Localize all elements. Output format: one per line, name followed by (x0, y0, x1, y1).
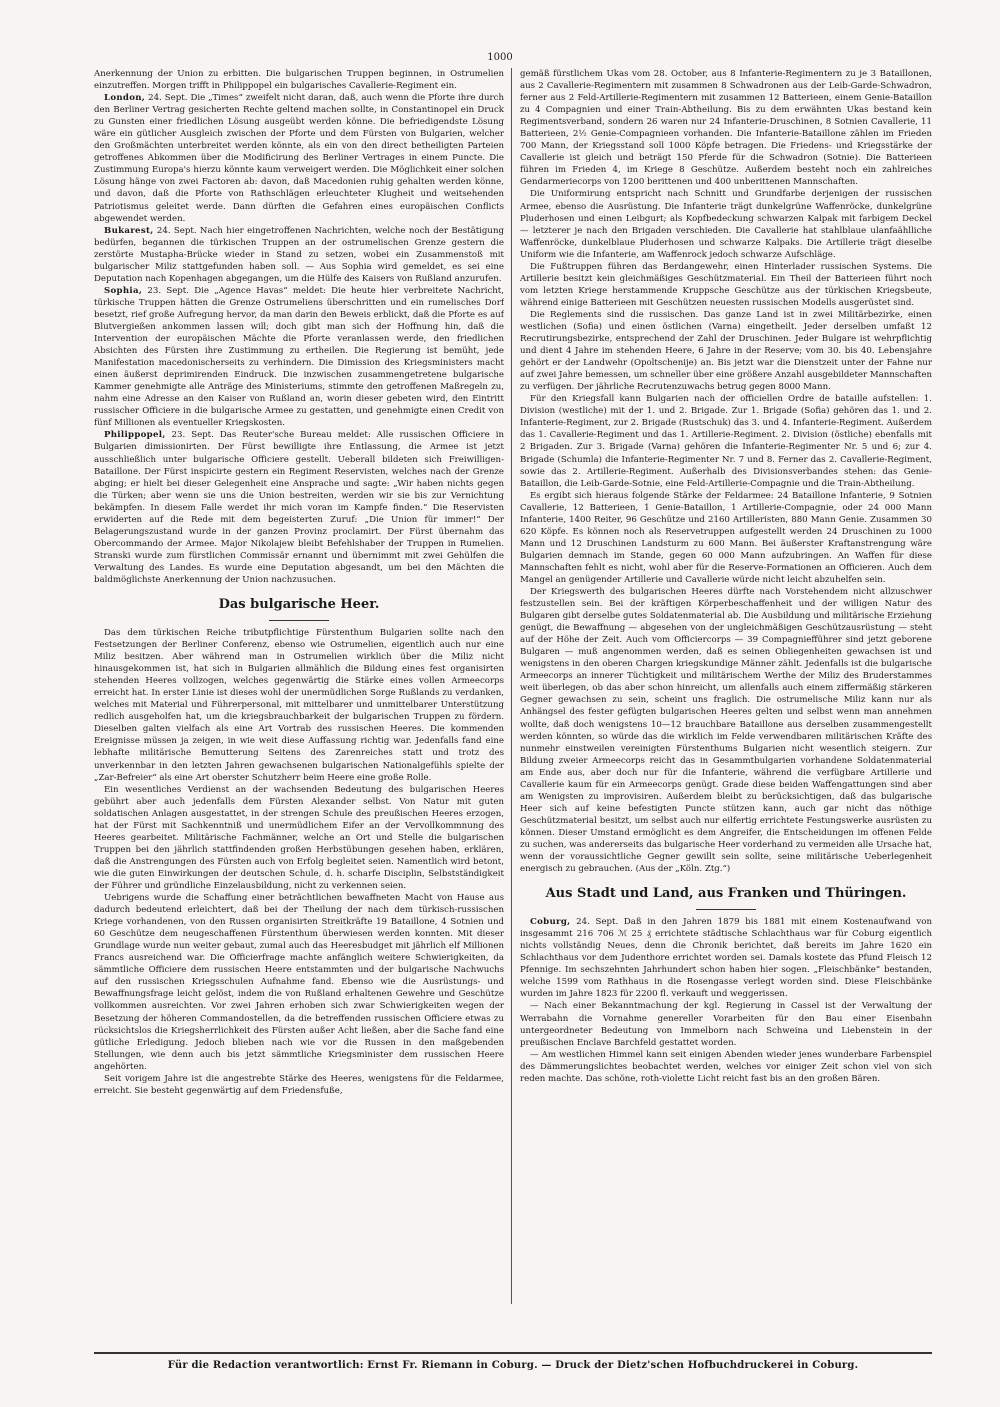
title-rule (696, 909, 756, 910)
article-paragraph (520, 188, 932, 260)
paragraph-text: Uebrigens wurde die Schaffung einer beträchtlichen bewaffneten Macht von Hause aus dadurch bedeutend erleichtert, daß bei der Theilung der nach dem türkisch-russischen Kriege vorhandenen, von den Russen organisirten Streitkräfte 19 Bataillone, 4 Sotnien und 60 Geschütze dem neugeschaffenen Fürstenthum überwiesen werden konnten. Mit dieser Grundlage wurde nun weiter gebaut, zumal auch das Heeresbudget mit jährlich elf Millionen Francs ausreichend war. Die Officierfrage machte anfänglich weitere Schwierigkeiten, da sämmtliche Officiere dem russischen Heere entstammten und der bulgarische Nachwuchs auf den russischen Kriegsschulen Aufnahme fand. Ebenso wie die Ausrüstungs- und Bewaffnungsfrage leicht gelöst, indem die von Rußland erhaltenen Gewehre und Geschütze vollkommen ausreichten. Vor zwei Jahren erhoben sich zwar Schwierigkeiten wegen der Besetzung der höheren Commandostellen, da die betreffenden russischen Officiere etwas zu rücksichtslos die Kriegsherrlichkeit des Fürsten außer Acht ließen, aber die Sache fand eine gütliche Erledigung. Jedoch blieben nach wie vor die Russen in den maßgebenden Stellungen, wie denn auch bis jetzt sämmtliche Kriegsminister dem russischen Heere angehörten. (94, 893, 504, 1072)
page-number: 1000 (487, 52, 513, 63)
dateline-place: Bukarest, (104, 225, 154, 236)
dateline-place: London, (104, 93, 146, 104)
dateline-place: Philippopel, (104, 430, 166, 441)
paragraph-text: Das dem türkischen Reiche tributpflichtige Fürstenthum Bulgarien sollte nach den Festsetzungen der Berliner Conferenz, ebenso wie Ostrumelien, eigentlich auch nur eine Miliz besitzen. Aber während man in Ostrumelien wirklich über die Miliz nicht hinausgekommen ist, hat sich in Bulgarien allmählich die Bildung eines fest organisirten stehenden Heeres vollzogen, welches gegenwärtig die Stärke eines vollen Armeecorps erreicht hat. In erster Linie ist dieses wohl der unermüdlichen Sorge Rußlands zu verdanken, welches mit Material und Führerpersonal, mit mittelbarer und unmittelbarer Unterstützung redlich ausgeholfen hat, um die kriegsbrauchbarkeit der bulgarischen Truppen zu fördern. Dieselben galten vielfach als eine Art Vortrab des russischen Heeres. Die kommenden Ereignisse müssen ja zeigen, in wie weit diese Auffassung richtig war. Jedenfalls fand eine lebhafte militärische Bemutterung Seitens des Zarenreiches statt und trotz des unverkennbar in den letzten Jahren gewachsenen bulgarischen Nationalgefühls spielte der „Zar-Befreier“ als eine Art oberster Schutzherr beim Heere eine große Rolle. (94, 628, 504, 783)
paragraph-text: 24. Sept. Die „Times“ zweifelt nicht daran, daß, auch wenn die Pforte ihre durch den Berliner Vertrag gesicherten Rechte geltend machen sollte, in Constantinopel ein Druck zu Gunsten einer friedlichen Lösung ausgeübt werden könne. Die befriedigendste Lösung wäre ein gütlicher Ausgleich zwischen der Pforte und dem Fürsten von Bulgarien, welcher den Großmächten unterbreitet werden könnte, als ein von den direct betheiligten Parteien getroffenes Abkommen über die Modificirung des Berliner Vertrages in einem Puncte. Die Zustimmung Europa's hierzu könnte kaum verweigert werden. Die Möglichkeit einer solchen Lösung hänge von zwei Factoren ab: davon, daß Macedonien ruhig gehalten werden könne, und davon, daß die Pforte von Rathschlägen erleuchteter Klugheit und weitsehenden Patriotismus geleitet werde. Dann dürften die Gefahren eines europäischen Conflicts abgewendet werden. (94, 93, 504, 224)
article-paragraph (94, 784, 504, 892)
paragraph-text: Die Uniformirung entspricht nach Schnitt und Grundfarbe derjenigen der russischen Armee, ebenso die Ausrüstung. Die Infanterie trägt dunkelgrüne Waffenröcke, dunkelgrüne Pluderhosen und einen Leibgurt; als Kopfbedeckung schwarzen Kalpak mit farbigem Deckel — letzterer je nach den Brigaden verschieden. Die Cavallerie hat stahlblaue ulanfaählliche Waffenröcke, dunkelblaue Pluderhosen und schwarze Kalpaks. Die Artillerie trägt dieselbe Uniform wie die Infanterie, am Waffenrock jedoch schwarze Aufschläge. (520, 189, 932, 260)
article-paragraph (94, 285, 504, 430)
paragraph-text: — Am westlichen Himmel kann seit einigen Abenden wieder jenes wunderbare Farbenspiel des Dämmerungslichtes beobachtet werden, welches vor einiger Zeit schon viel von sich reden machte. Das schöne, roth-violette Licht reicht fast bis an den großen Bären. (520, 1049, 932, 1084)
article-paragraph (520, 916, 932, 1000)
article-paragraph (94, 225, 504, 285)
paragraph-text: Ein wesentliches Verdienst an der wachsenden Bedeutung des bulgarischen Heeres gebührt aber auch jedenfalls dem Fürsten Alexander selbst. Von Natur mit guten soldatischen Anlagen ausgestattet, in der strengen Schule des preußischen Heeres erzogen, hat der Fürst mit Sachkenntniß und unermüdlichem Eifer an der Vervollkommnung des Heeres gearbeitet. Militärische Fachmänner, welche an Ort und Stelle die bulgarischen Truppen bei den jährlich stattfindenden großen Herbstübungen gesehen haben, erklären, daß die Anstrengungen des Fürsten auch von Erfolg begleitet seien. Namentlich wird betont, wie die guten Einwirkungen der deutschen Schule, d. h. scharfe Disciplin, Selbstständigkeit der Führer und gründliche Einzelausbildung, nicht zu verkennen seien. (94, 784, 504, 891)
dateline-place: Sophia, (104, 285, 143, 296)
paragraph-text: 24. Sept. Daß in den Jahren 1879 bis 1881 mit einem Kostenaufwand von insgesammt 216 706 ℳ 25 ₰ errichtete städtische Schlachthaus war für Coburg eigentlich nichts vollständig Neues, denn die Chronik berichtet, daß bereits im Jahre 1620 ein Schlachthaus vor dem Judenthore errichtet worden sei. Damals kostete das Pfund Fleisch 12 Pfennige. Im sechszehnten Jahrhundert schon haben hier sogen. „Fleischbänke“ bestanden, welche 1599 vom Rathhaus in die Rosengasse verlegt worden sind. Diese Fleischbänke wurden im Jahre 1823 für 2200 fl. verkauft und weggerissen. (520, 917, 932, 1000)
paragraph-text: 23. Sept. Die „Agence Havas“ meldet: Die heute hier verbreitete Nachricht, türkische Truppen hätten die Grenze Ostrumeliens überschritten und ein rumelisches Dorf besetzt, rief große Aufregung hervor, da man darin den Beweis erblickt, daß die Pforte es auf Blutvergießen ankommen lassen will; doch gibt man sich der Hoffnung hin, daß die Intervention der europäischen Mächte die Pforte veranlassen werde, den friedlichen Absichten des Fürsten ihre Zustimmung zu ertheilen. Die Regierung ist bemüht, jede Manifestation macedonischerseits zu verhindern. Die Dimission des Kriegsministers macht einen äußerst deprimirenden Eindruck. Die inzwischen zusammengetretene bulgarische Kammer genehmigte alle Anträge des Ministeriums, stimmte den getroffenen Maßregeln zu, nahm eine Adresse an den Kaiser von Rußland an, worin dieser gebeten wird, den Eintritt russischer Officiere in die bulgarische Armee zu gestatten, und genehmigte einen Credit von fünf Millionen als eventueller Kriegskosten. (94, 285, 504, 429)
article-paragraph (520, 1049, 932, 1085)
section-title: Aus Stadt und Land, aus Franken und Thüringen. (545, 886, 907, 902)
article-paragraph (520, 393, 932, 489)
footer-rule (94, 1352, 932, 1354)
paragraph-text: Die Fußtruppen führen das Berdangewehr, einen Hinterlader russischen Systems. Die Artillerie besitzt kein gleichmäßiges Geschützmaterial. Ein Theil der Batterieen führt noch vom letzten Kriege herstammende Kruppsche Geschütze aus der türkischen Kriegsbeute, während einige Batterieen mit Geschützen neuesten russischen Modells ausgerüstet sind. (520, 261, 932, 308)
column-divider (511, 68, 512, 1304)
paragraph-text: Anerkennung der Union zu erbitten. Die bulgarischen Truppen beginnen, in Ostrumelien einzutreffen. Morgen trifft in Philippopel ein bulgarisches Cavallerie-Regiment ein. (94, 69, 504, 92)
article-paragraph (520, 261, 932, 309)
article-paragraph (520, 68, 932, 188)
article-paragraph (94, 892, 504, 1073)
paragraph-text: Die Reglements sind die russischen. Das ganze Land ist in zwei Militärbezirke, einen westlichen (Sofia) und einen östlichen (Varna) eingetheilt. Jeder derselben umfaßt 12 Recrutirungsbezirke, entsprechend der Zahl der Druschinen. Jeder Bulgare ist wehrpflichtig und dient 4 Jahre im stehenden Heere, 6 Jahre in der Reserve; vom 30. bis 40. Lebensjahre gehört er der Landwehr (Opoltschenije) an. Bis jetzt war die Dienstzeit unter der Fahne nur auf zwei Jahre bemessen, um schneller über eine größere Anzahl ausgebildeter Mannschaften zu verfügen. Der jährliche Recrutenzuwachs betrug gegen 8000 Mann. (520, 309, 932, 393)
title-rule (269, 620, 329, 621)
left-column (94, 68, 504, 1308)
article-paragraph (520, 586, 932, 875)
paragraph-text: — Nach einer Bekanntmachung der kgl. Regierung in Cassel ist der Verwaltung der Werrabahn die Vornahme genereller Vorarbeiten für den Bau einer Eisenbahn untergeordneter Bedeutung von Immelborn nach Schweina und Liebenstein in der preußischen Enclave Barchfeld gestattet worden. (520, 1001, 932, 1048)
article-paragraph (94, 68, 504, 92)
article-paragraph (94, 627, 504, 784)
article-paragraph (94, 429, 504, 586)
article-paragraph (94, 1073, 504, 1097)
paragraph-text: Seit vorigem Jahre ist die angestrebte Stärke des Heeres, wenigstens für die Feldarmee, erreicht. Sie besteht gegenwärtig auf dem Friedensfuße, (94, 1073, 504, 1096)
paragraph-text: Für den Kriegsfall kann Bulgarien nach der officiellen Ordre de bataille aufstellen: 1. Division (westliche) mit der 1. und 2. Brigade. Zur 1. Brigade (Sofia) gehören das 1. und 2. Infanterie-Regiment, zur 2. Brigade (Rustschuk) das 3. und 4. Infanterie-Regiment. Außerdem das 1. Cavallerie-Regiment und das 1. Artillerie-Regiment. 2. Division (östliche) ebenfalls mit 2 Brigaden. Zur 3. Brigade (Varna) gehören die Infanterie-Regimenter Nr. 5 und 6; zur 4. Brigade (Schumla) die Infanterie-Regimenter Nr. 7 und 8. Ferner das 2. Cavallerie-Regiment, sowie das 2. Artillerie-Regiment. Außerhalb des Divisionsverbandes stehen: das Genie-Bataillon, die Leib-Garde-Sotnie, eine Feld-Artillerie-Compagnie und die Train-Abtheilung. (520, 394, 932, 489)
article-paragraph (94, 92, 504, 225)
paragraph-text: Es ergibt sich hieraus folgende Stärke der Feldarmee: 24 Bataillone Infanterie, 9 Sotnien Cavallerie, 12 Batterieen, 1 Genie-Bataillon, 1 Artillerie-Compagnie, oder 24 000 Mann Infanterie, 1400 Reiter, 96 Geschütze und 2160 Artilleristen, 880 Mann Genie. Zusammen 30 620 Köpfe. Es können noch als Reservetruppen aufgestellt werden 24 Druschinen zu 1000 Mann und 12 Druschinen Landsturm zu 600 Mann. Bei äußerster Kraftanstrengung wäre Bulgarien demnach im Stande, gegen 60 000 Mann aufzubringen. An Waffen für diese Mannschaften fehlt es nicht, wohl aber für die Reserve-Formationen an Officieren. Auch dem Mangel an genügender Artillerie und Cavallerie würde nicht leicht abzuhelfen sein. (520, 490, 932, 585)
dateline-place: Coburg, (530, 917, 571, 928)
article-paragraph (520, 309, 932, 393)
paragraph-text: gemäß fürstlichem Ukas vom 28. October, aus 8 Infanterie-Regimentern zu je 3 Bataillonen, aus 2 Cavallerie-Regimentern mit zusammen 8 Schwadronen aus der Leib-Garde-Schwadron, ferner aus 2 Feld-Artillerie-Regimentern mit zusammen 12 Batterieen, einem Genie-Bataillon zu 4 Compagnien und einer Train-Abtheilung. Bis zu dem erwähnten Ukas bestand kein Regimentsverband, sondern 26 waren nur 24 Infanterie-Druschinen, 8 Sotnien Cavallerie, 11 Batterieen, 2½ Genie-Compagnieen vorhanden. Die Infanterie-Bataillone zählen im Frieden 700 Mann, der Kriegsstand soll 1000 Köpfe betragen. Die Friedens- und Kriegsstärke der Cavallerie ist gleich und beträgt 150 Pferde für die Schwadron (Sotnie). Die Batterieen führen im Frieden 4, im Kriege 8 Geschütze. Außerdem besteht noch ein zahlreiches Gendarmeriecorps von 1200 berittenen und 400 unberittenen Mannschaften. (520, 69, 932, 188)
footer-imprint: Für die Redaction verantwortlich: Ernst Fr. Riemann in Coburg. — Druck der Dietz'schen Hofbuchdruckerei in Coburg. (167, 1360, 859, 1371)
article-paragraph (520, 490, 932, 586)
paragraph-text: 23. Sept. Das Reuter'sche Bureau meldet: Alle russischen Officiere in Bulgarien dimissionirten. Der Fürst bewilligte ihre Entlassung, die Armee ist jetzt ausschließlich unter bulgarische Officiere gestellt. Ueberall bildeten sich Freiwilligen-Bataillone. Der Fürst inspicirte gestern ein Regiment Reservisten, welches nach der Grenze abging; er hielt bei dieser Gelegenheit eine Ansprache und sagte: „Wir haben nichts gegen die Türken; aber wenn sie uns die Union bestreiten, werden wir sie bis zur Vernichtung bekämpfen. In diesem Falle werdet ihr mich voran im Kampfe finden.“ Die Reservisten erwiderten auf die Rede mit dem begeisterten Zuruf: „Die Union für immer!“ Der Belagerungszustand wurde in der ganzen Provinz proclamirt. Der Fürst übernahm das Obercommando der Armee. Major Nikolajew bleibt Befehlshaber der Truppen in Rumelien. Stranski wurde zum fürstlichen Commissär ernannt und übernimmt mit zwei Gehülfen die Verwaltung des Landes. Es wurde eine Deputation abgesandt, um bei den Mächten die baldmöglichste Anerkennung der Union nachzusuchen. (94, 430, 504, 585)
paragraph-text: 24. Sept. Nach hier eingetroffenen Nachrichten, welche noch der Bestätigung bedürfen, begannen die türkischen Truppen an der ostrumelischen Grenze gestern die zerstörte Mustapha-Brücke wieder in Stand zu setzen, wobei ein Zusammenstoß mit bulgarischer Miliz stattgefunden haben soll. — Aus Sophia wird gemeldet, es sei eine Deputation nach Kopenhagen abgegangen, um die Hülfe des Kaisers von Rußland anzurufen. (94, 225, 504, 284)
article-paragraph (520, 1000, 932, 1048)
right-column (520, 68, 932, 1308)
paragraph-text: Der Kriegswerth des bulgarischen Heeres dürfte nach Vorstehendem nicht allzuschwer festzustellen sein. Bei der kräftigen Körperbeschaffenheit und der willigen Natur des Bulgaren gibt derselbe gutes Soldatenmaterial ab. Die Ausbildung und militärische Erziehung genügt, die Bewaffnung — abgesehen von der ungleichmäßigen Geschützausrüstung — steht auf der Höhe der Zeit. Auch vom Officiercorps — 39 Compagniefführer sind jetzt geborene Bulgaren — muß angenommen werden, daß es seinen Obliegenheiten gewachsen ist und wenigstens in den oberen Chargen kriegskundige Männer zählt. Jedenfalls ist die bulgarische Armeecorps an innerer Tüchtigkeit und militärischem Werthe der Miliz des Bruderstammes weit überlegen, ob das aber schon hinreicht, um allenfalls auch einem ziffermäßig stärkeren Gegner gewachsen zu sein, scheint uns fraglich. Die ostrumelische Miliz kann nur als Anhängsel des fester gefügten bulgarischen Heeres gelten und selbst wenn man annehmen wollte, daß doch wenigstens 10—12 brauchbare Bataillone aus derselben zusammengestellt werden könnten, so würde das die wirklich im Felde verwendbaren militärischen Kräfte des nunmehr einstweilen vereinigten Fürstenthums Bulgarien nicht wesentlich steigern. Zur Bildung zweier Armeecorps reicht das in Gesammtbulgarien vorhandene Soldatenmaterial am Ende aus, aber doch nur für die Infanterie, während die verfügbare Artillerie und Cavallerie kaum für ein Armeecorps genügt. Grade diese beiden Waffengattungen sind aber am Wenigsten zu improvisiren. Außerdem bleibt zu berücksichtigen, daß das bulgarische Heer sich auf keine befestigten Puncte stützen kann, auch gar nicht das nöthige Geschützmaterial besitzt, um selbst auch nur eilfertig errichtete Festungswerke ausrüsten zu können. Dieser Umstand ermöglicht es dem Angreifer, die Entscheidungen im offenen Felde zu suchen, was andererseits das bulgarische Heer vorderhand zu vermeiden alle Ursache hat, wenn der voraussichtliche Gegner gewillt sein sollte, seine militärische Ueberlegenheit energisch zu gebrauchen. (Aus der „Köln. Ztg.“) (520, 587, 932, 875)
section-title: Das bulgarische Heer. (218, 597, 380, 613)
